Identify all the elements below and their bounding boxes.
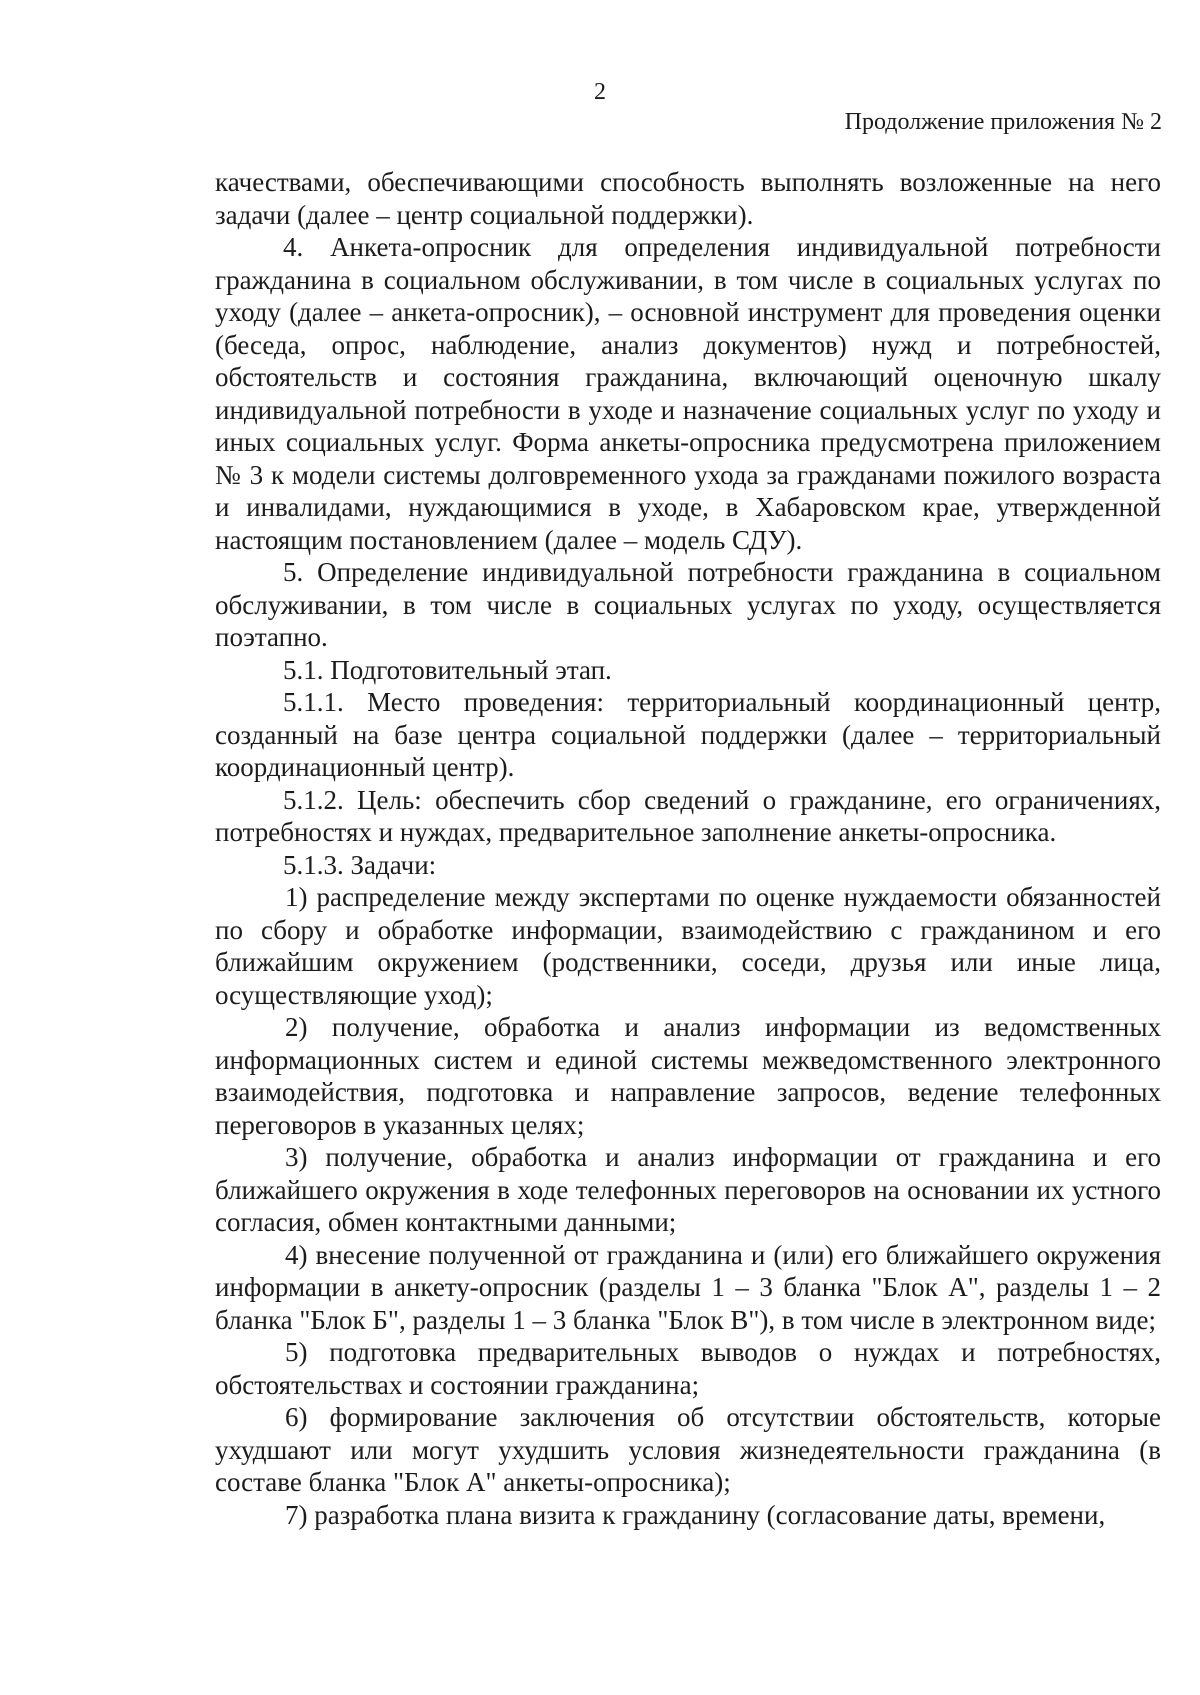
page-header: Продолжение приложения № 2 <box>844 109 1162 135</box>
paragraph-item-5-1: 5.1. Подготовительный этап. <box>283 654 612 685</box>
paragraph-item-5-1-1: 5.1.1. Место проведения: территориальный координационный центр, созданный на базе центра социальной поддержки (далее – территориальный координационный центр). <box>215 687 1161 782</box>
paragraph-item-5: 5. Определение индивидуальной потребности гражданина в социальном обслуживании, в том числе в социальных услугах по уходу, осуществляется поэтапно. <box>215 557 1161 652</box>
page-number: 2 <box>594 79 606 105</box>
list-item-2: 2) получение, обработка и анализ информации из ведомственных информационных систем и единой системы межведомственного электронного взаимодействия, подготовка и направление запросов, ведение телефонных переговоров в указанных целях; <box>215 1012 1161 1140</box>
paragraph-continuation: качествами, обеспечивающими способность выполнять возложенные на него задачи (далее – центр социальной поддержки). <box>215 167 1161 230</box>
list-item-7: 7) разработка плана визита к гражданину (согласование даты, времени, <box>285 1499 1106 1530</box>
list-item-5: 5) подготовка предварительных выводов о нуждах и потребностях, обстоятельствах и состоянии гражданина; <box>215 1337 1161 1400</box>
paragraph-item-5-1-2: 5.1.2. Цель: обеспечить сбор сведений о гражданине, его ограничениях, потребностях и нуждах, предварительное заполнение анкеты-опросника. <box>215 784 1161 847</box>
paragraph-item-4: 4. Анкета-опросник для определения индивидуальной потребности гражданина в социальном обслуживании, в том числе в социальных услугах по уходу (далее – анкета-опросник), – основной инструмент для проведения оценки (беседа, опрос, наблюдение, анализ документов) нужд и потребностей, обстоятельств и состояния гражданина, включающий оценочную шкалу индивидуальной потребности в уходе и назначение социальных услуг по уходу и иных социальных услуг. Форма анкеты-опросника предусмотрена приложением № 3 к модели системы долговременного ухода за гражданами пожилого возраста и инвалидами, нуждающимися в уходе, в Хабаровском крае, утвержденной настоящим постановлением (далее – модель СДУ). <box>215 232 1161 555</box>
list-item-1: 1) распределение между экспертами по оценке нуждаемости обязанностей по сбору и обработке информации, взаимодействию с гражданином и его ближайшим окружением (родственники, соседи, друзья или иные лица, осуществляющие уход); <box>215 882 1161 1010</box>
list-item-3: 3) получение, обработка и анализ информации от гражданина и его ближайшего окружения в ходе телефонных переговоров на основании их устного согласия, обмен контактными данными; <box>215 1142 1161 1237</box>
paragraph-item-5-1-3: 5.1.3. Задачи: <box>283 849 437 880</box>
list-item-4: 4) внесение полученной от гражданина и (или) его ближайшего окружения информации в анкету-опросник (разделы 1 – 3 бланка "Блок А", разделы 1 – 2 бланка "Блок Б", разделы 1 – 3 бланка "Блок В"), в том числе в электронном виде; <box>215 1239 1161 1335</box>
list-item-6: 6) формирование заключения об отсутствии обстоятельств, которые ухудшают или могут ухудшить условия жизнедеятельности гражданина (в составе бланка "Блок А" анкеты-опросника); <box>215 1402 1161 1497</box>
document-body <box>215 166 1161 1531</box>
